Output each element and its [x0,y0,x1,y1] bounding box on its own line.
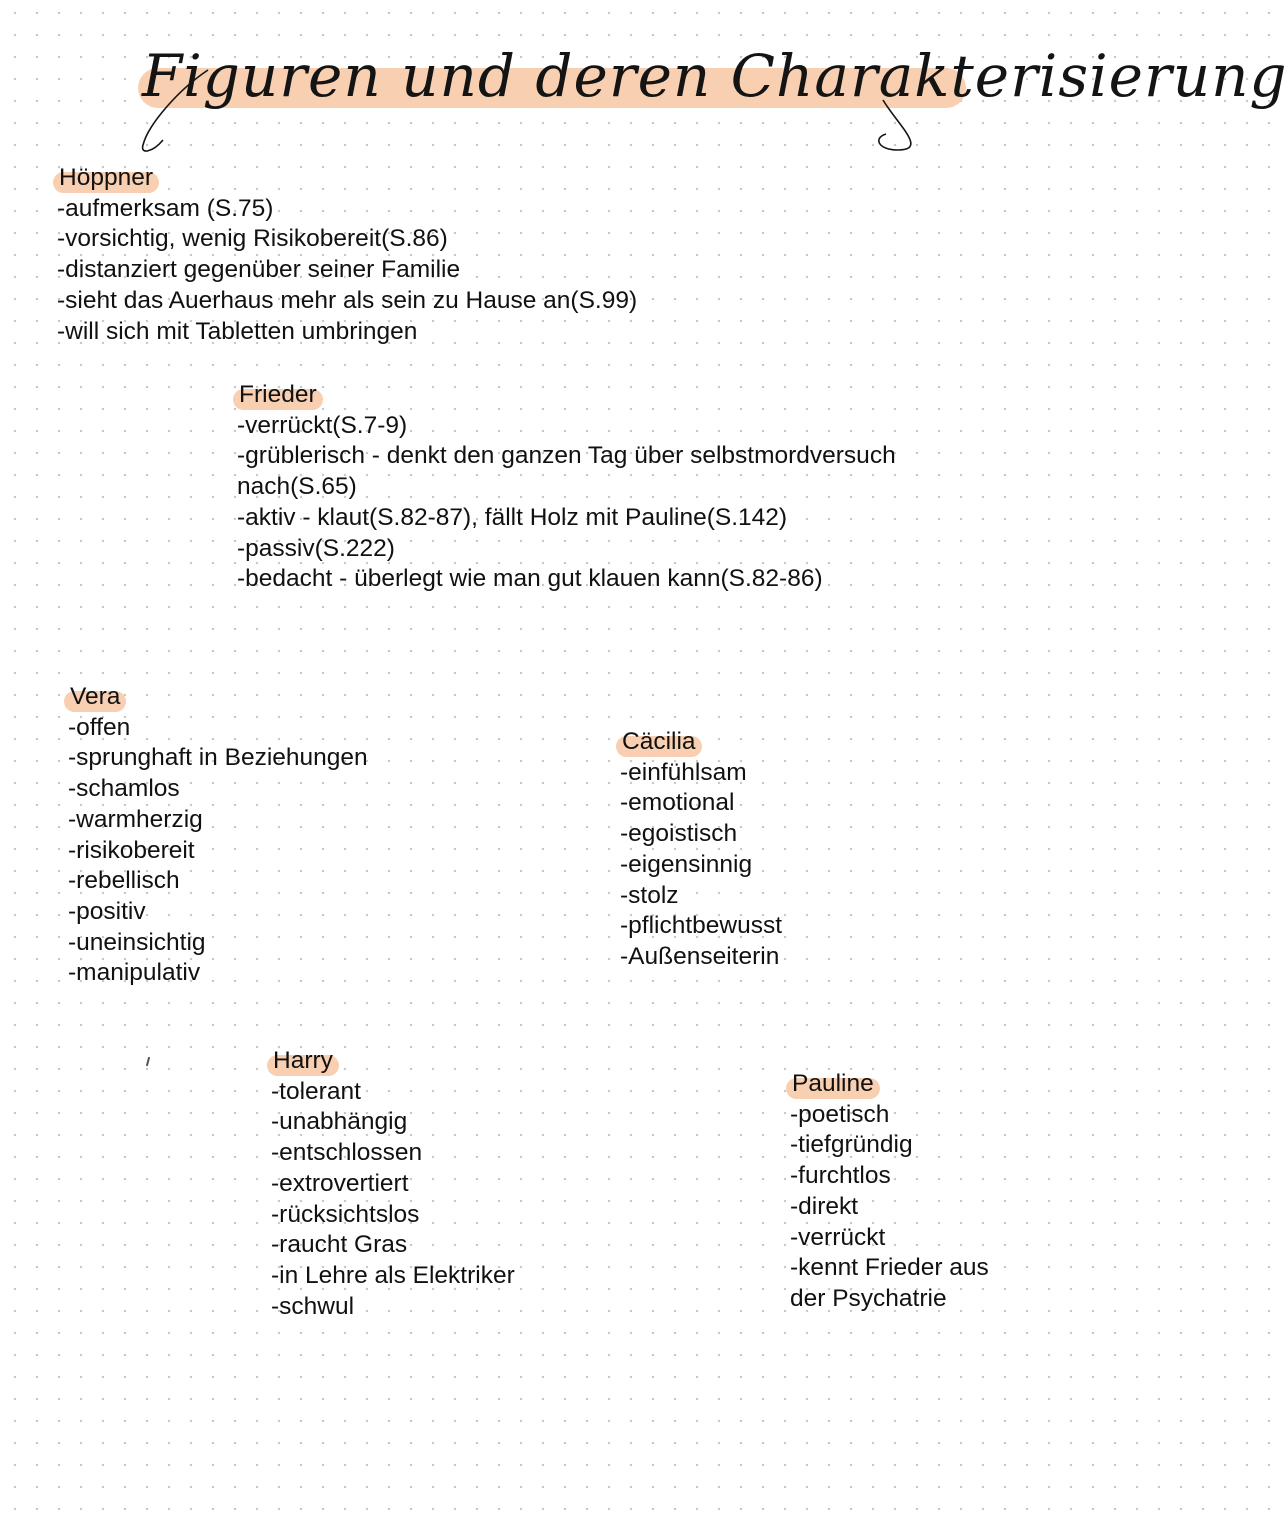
character-name: Frieder [237,380,319,411]
trait-item: -schwul [271,1292,355,1320]
character-name: Pauline [790,1069,876,1100]
trait-item: -passiv(S.222) [237,534,395,562]
title-text: Figuren und deren Charakterisierung [142,42,1288,110]
trait-item: -bedacht - überlegt wie man gut klauen kann(S.82-86) [237,565,823,593]
character-frieder [237,380,896,595]
character-name: Harry [271,1046,335,1077]
trait-item: -offen [68,713,131,741]
page-title [138,30,1288,160]
trait-item: -Außenseiterin [620,942,780,970]
trait-item: -emotional [620,789,735,817]
trait-item: der Psychatrie [790,1284,947,1312]
trait-item: -tolerant [271,1077,361,1105]
trait-item: -sieht das Auerhaus mehr als sein zu Hause an(S.99) [57,286,638,314]
trait-item: -pflichtbewusst [620,912,783,940]
trait-item: -grüblerisch - denkt den ganzen Tag über selbstmordversuch [237,442,896,470]
character-name: Höppner [57,163,155,194]
character-harry [271,1046,515,1322]
stray-pen-mark [146,1057,150,1066]
character-name: Cäcilia [620,727,698,758]
trait-item: -tiefgründig [790,1131,913,1159]
trait-list [790,1100,989,1315]
trait-item: -vorsichtig, wenig Risikobereit(S.86) [57,225,448,253]
trait-item: -schamlos [68,775,180,803]
trait-item: -verrückt(S.7-9) [237,411,408,439]
trait-list [620,758,782,973]
trait-item: -extrovertiert [271,1169,409,1197]
trait-item: nach(S.65) [237,473,357,501]
trait-item: -unabhängig [271,1108,408,1136]
trait-list [68,713,368,989]
trait-item: -distanziert gegenüber seiner Familie [57,256,461,284]
trait-item: -manipulativ [68,959,201,987]
character-hoeppner [57,163,637,347]
trait-item: -positiv [68,897,146,925]
trait-item: -risikobereit [68,836,195,864]
trait-item: -egoistisch [620,820,738,848]
trait-item: -verrückt [790,1223,886,1251]
trait-item: -raucht Gras [271,1231,408,1259]
trait-item: -aktiv - klaut(S.82-87), fällt Holz mit Pauline(S.142) [237,503,788,531]
character-pauline [790,1069,989,1315]
trait-item: -furchtlos [790,1162,891,1190]
character-caecilia [620,727,782,973]
trait-item: -stolz [620,881,679,909]
trait-item: -poetisch [790,1100,890,1128]
trait-item: -will sich mit Tabletten umbringen [57,317,418,345]
character-name: Vera [68,682,122,713]
trait-item: -einfühlsam [620,758,747,786]
trait-item: -direkt [790,1192,859,1220]
trait-list [237,411,896,595]
trait-item: -aufmerksam (S.75) [57,194,274,222]
trait-list [271,1077,515,1323]
trait-item: -sprunghaft in Beziehungen [68,744,368,772]
trait-item: -eigensinnig [620,850,753,878]
character-vera [68,682,368,989]
trait-item: -entschlossen [271,1139,423,1167]
trait-item: -warmherzig [68,805,203,833]
trait-item: -rebellisch [68,867,180,895]
trait-item: -rücksichtslos [271,1200,420,1228]
trait-list [57,194,637,348]
trait-item: -in Lehre als Elektriker [271,1261,515,1289]
trait-item: -uneinsichtig [68,928,206,956]
trait-item: -kennt Frieder aus [790,1254,989,1282]
